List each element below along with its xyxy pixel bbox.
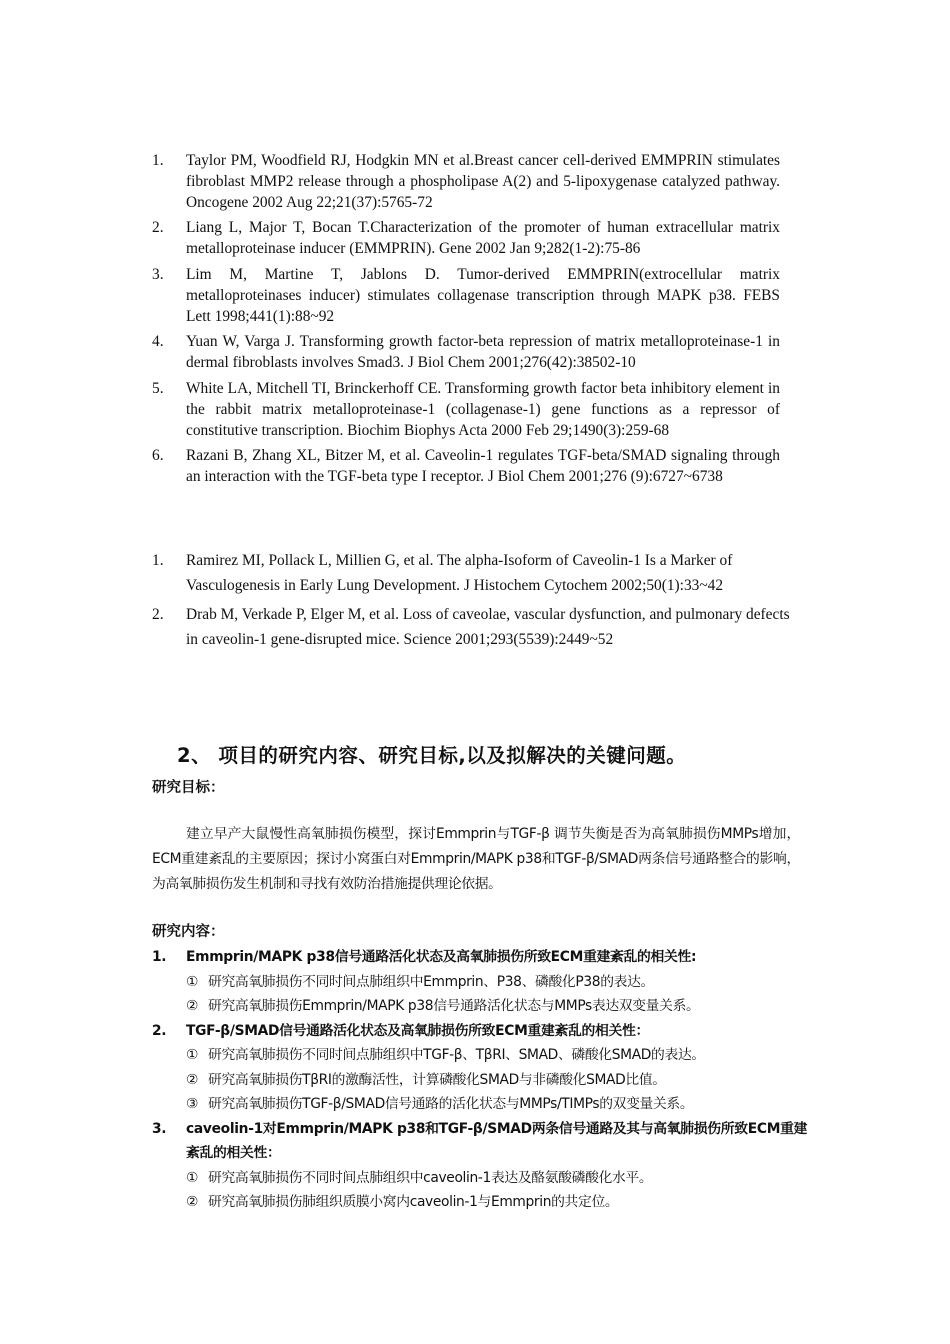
reference-number: 5. [152,379,164,397]
content-item-heading [152,945,812,970]
research-goal-paragraph: 建立早产大鼠慢性高氧肺损伤模型，探讨Emmprin与TGF-β 调节失衡是否为高氧肺损伤MMPs增加，ECM重建紊乱的主要原因；探讨小窝蛋白对Emmprin/MAPK p38和TGF-β/SMAD两条信号通路整合的影响，为高氧肺损伤发生机制和寻找有效防治措施提供理论依据。 [152,826,800,892]
subitem-text: 研究高氧肺损伤不同时间点肺组织中TGF-β、TβRⅠ、SMAD、磷酸化SMAD的表达。 [208,1047,705,1063]
reference-list-2 [152,548,797,656]
subitem-text: 研究高氧肺损伤Emmprin/MAPK p38信号通路活化状态与MMPs表达双变量关系。 [208,998,700,1014]
reference-text: Drab M, Verkade P, Elger M, et al. Loss of caveolae, vascular dysfunction, and pulmonary defects in caveolin-1 gene-disrupted mice. Science 2001;293(5539):2449~52 [186,606,790,648]
content-subitem [152,970,812,995]
subitem-marker: ② [186,1071,199,1088]
reference-number: 3. [152,265,164,283]
subitem-text: 研究高氧肺损伤不同时间点肺组织中caveolin-1表达及酪氨酸磷酸化水平。 [208,1169,653,1186]
reference-text: Razani B, Zhang XL, Bitzer M, et al. Caveolin-1 regulates TGF-beta/SMAD signaling through an interaction with the TGF-beta type I receptor. J Biol Chem 2001;276 (9):6727~6738 [186,447,780,486]
reference-number: 2. [152,606,164,623]
research-goal-label: 研究目标： [152,780,225,796]
reference-item [152,151,780,213]
content-subitem [152,994,812,1019]
subitem-marker: ③ [186,1096,199,1112]
content-item-heading-text: Emmprin/MAPK p38信号通路活化状态及高氧肺损伤所致ECM重建紊乱的相关性: [186,949,697,965]
content-subitem [152,1043,812,1068]
research-content-list [152,945,812,1215]
reference-number: 1. [152,152,164,169]
subitem-text: 研究高氧肺损伤TβRⅠ的激酶活性，计算磷酸化SMAD与非磷酸化SMAD比值。 [208,1071,666,1088]
reference-item [152,446,780,488]
content-item-number: 3. [152,1120,167,1137]
reference-number: 6. [152,447,164,465]
reference-item [152,332,780,374]
reference-text: Ramirez MI, Pollack L, Millien G, et al. The alpha-Isoform of Caveolin-1 Is a Marker of Vasculogenesis in Early Lung Development. J Histochem Cytochem 2002;50(1):33~42 [186,552,733,594]
research-content-label: 研究内容： [152,924,225,940]
reference-number: 2. [152,219,164,237]
subitem-marker: ① [186,1169,199,1186]
reference-item [152,602,797,652]
content-subitem [152,1092,812,1117]
subitem-text: 研究高氧肺损伤肺组织质膜小窝内caveolin-1与Emmprin的共定位。 [208,1194,619,1210]
content-item-number: 1. [152,949,167,965]
section-title: 2、 项目的研究内容、研究目标,以及拟解决的关键问题。 [177,744,687,767]
content-subitem [152,1166,812,1191]
content-item-heading [152,1019,812,1044]
content-subitem [152,1068,812,1093]
subitem-marker: ② [186,1194,199,1210]
reference-item [152,379,780,441]
reference-number: 4. [152,333,164,351]
content-item-heading-text: caveolin-1对Emmprin/MAPK p38和TGF-β/SMAD两条信号通路及其与高氧肺损伤所致ECM重建紊乱的相关性： [186,1120,808,1161]
reference-text: Lim M, Martine T, Jablons D. Tumor-derived EMMPRIN(extrocellular matrix metalloproteinases inducer) stimulates collagenase transcription through MAPK p38. FEBS Lett 1998;441(1):88~92 [186,265,780,325]
reference-text: Liang L, Major T, Bocan T.Characterization of the promoter of human extracellular matrix metalloproteinase inducer (EMMPRIN). Gene 2002 Jan 9;282(1-2):75-86 [186,219,780,258]
content-subitem [152,1190,812,1215]
reference-text: Yuan W, Varga J. Transforming growth factor-beta repression of matrix metalloproteinase-1 in dermal fibroblasts involves Smad3. J Biol Chem 2001;276(42):38502-10 [186,333,780,372]
reference-item [152,218,780,260]
content-item-number: 2. [152,1022,167,1039]
reference-text: Taylor PM, Woodfield RJ, Hodgkin MN et al.Breast cancer cell-derived EMMPRIN stimulates fibroblast MMP2 release through a phospholipase A(2) and 5-lipoxygenase catalyzed pathway. Oncogene 2002 Aug 22;21(37):5765-72 [186,152,780,211]
subitem-text: 研究高氧肺损伤TGF-β/SMAD信号通路的活化状态与MMPs/TIMPs的双变量关系。 [208,1096,694,1112]
reference-number: 1. [152,552,164,569]
reference-text: White LA, Mitchell TI, Brinckerhoff CE. Transforming growth factor beta inhibitory element in the rabbit matrix metalloproteinase-1 (collagenase-1) gene functions as a repressor of constitutive transcription. Biochim Biophys Acta 2000 Feb 29;1490(3):259-68 [186,379,780,439]
reference-list-1 [152,151,780,493]
subitem-marker: ② [186,998,199,1014]
content-item-heading [152,1117,812,1166]
content-item-heading-text: TGF-β/SMAD信号通路活化状态及高氧肺损伤所致ECM重建紊乱的相关性： [186,1022,649,1039]
subitem-marker: ① [186,1047,199,1063]
reference-item [152,548,797,598]
subitem-marker: ① [186,973,199,990]
reference-item [152,265,780,327]
subitem-text: 研究高氧肺损伤不同时间点肺组织中Emmprin、P38、磷酸化P38的表达。 [208,973,654,990]
